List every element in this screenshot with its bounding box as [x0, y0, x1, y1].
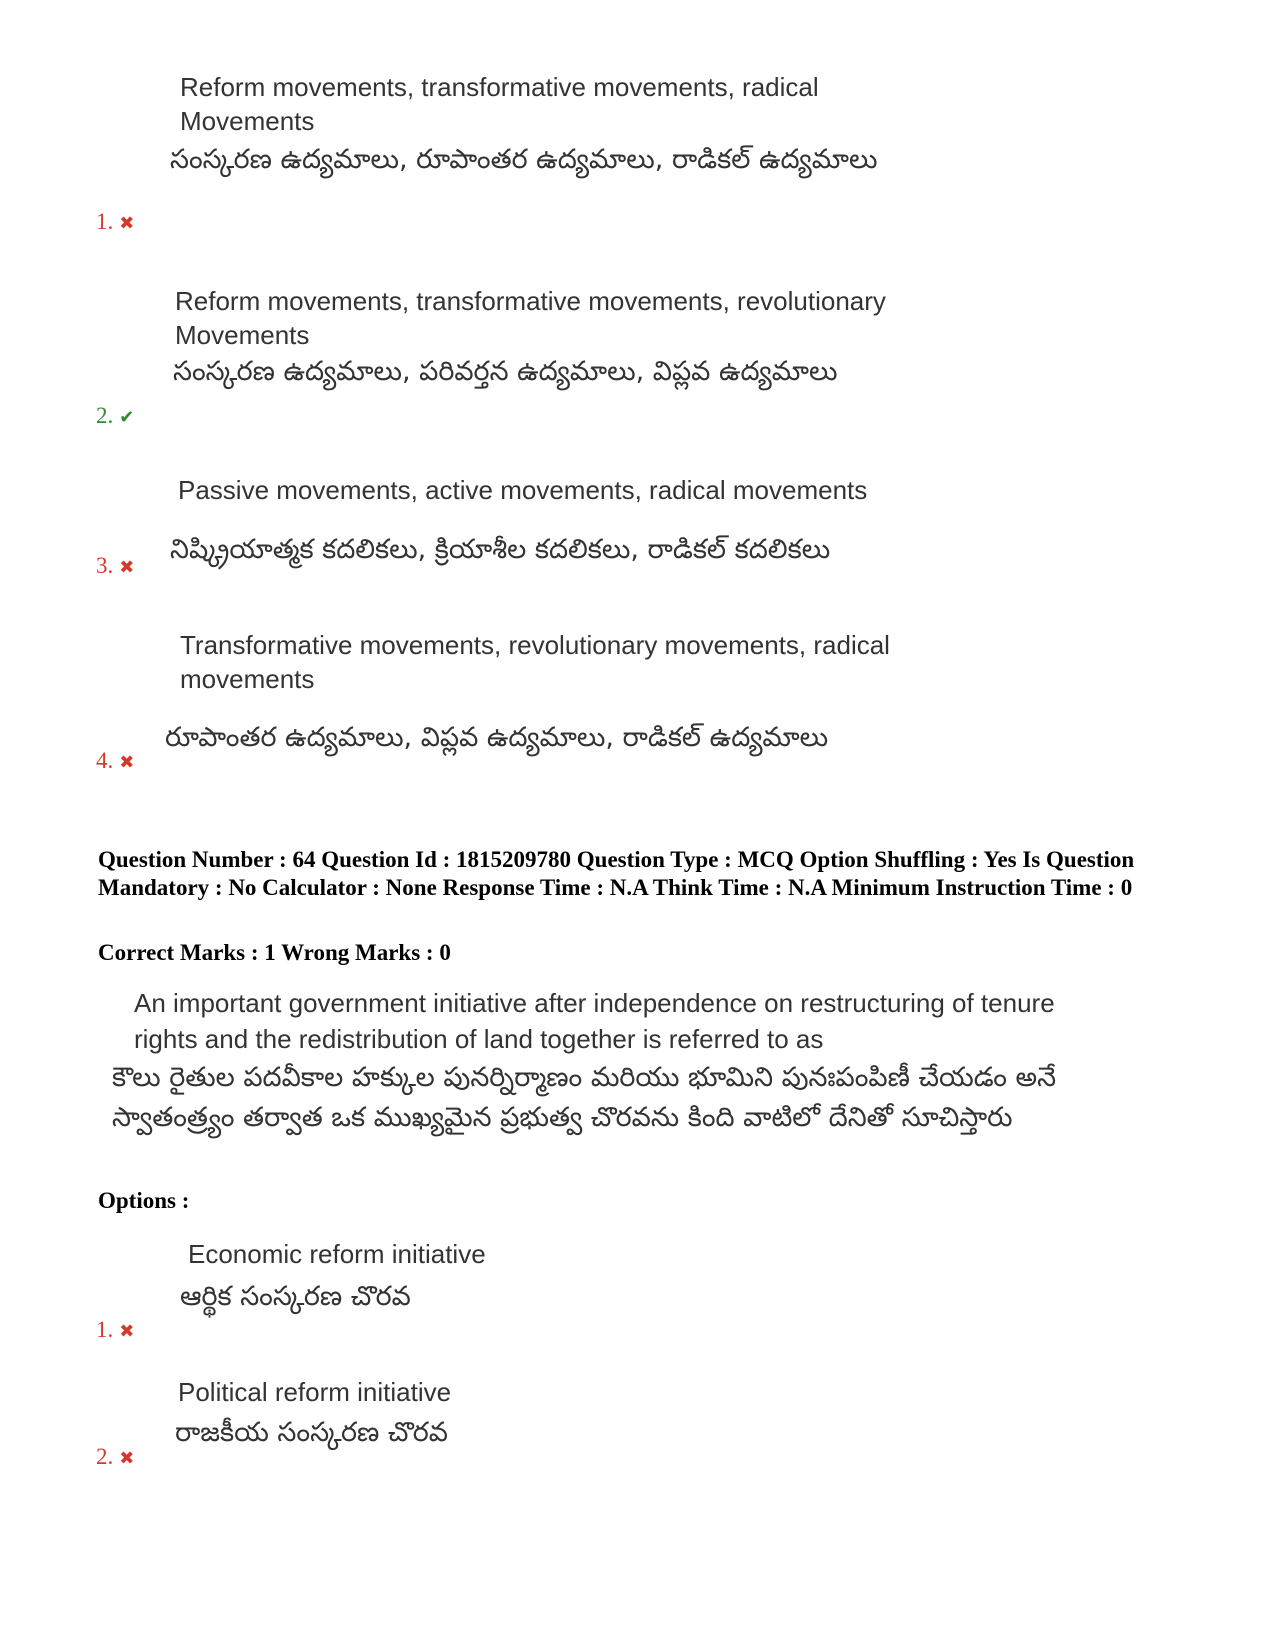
option-text-en: Passive movements, active movements, radical movements [178, 475, 868, 505]
question-meta: Question Number : 64 Question Id : 1815209780 Question Type : MCQ Option Shuffling : Yes Is Question Mandatory : No Calculator : None Response Time : N.A Think Time : N.A Minimum Instruction Time : 0 [98, 847, 1135, 900]
option-text-te: రాజకీయ సంస్కరణ చొరవ [175, 1417, 448, 1448]
question-marks: Correct Marks : 1 Wrong Marks : 0 [98, 940, 451, 965]
question-text-en: An important government initiative after independence on restructuring of tenure rights and the redistribution of land together is referred to as [134, 988, 1055, 1054]
option-text-en: Political reform initiative [178, 1377, 452, 1407]
option-text-te: ఆర్థిక సంస్కరణ చొరవ [180, 1281, 411, 1312]
option-text-te: సంస్కరణ ఉద్యమాలు, పరివర్తన ఉద్యమాలు, విప్లవ ఉద్యమాలు [173, 356, 838, 387]
option-text-en: Transformative movements, revolutionary movements, radical movements [180, 630, 890, 694]
wrong-mark-icon: ✖ [119, 557, 135, 578]
option-number: 4. ✖ [96, 748, 135, 773]
options-label: Options : [98, 1188, 190, 1213]
question-text-te: కౌలు రైతుల పదవీకాల హక్కుల పునర్నిర్మాణం మరియు భూమిని పునఃపంపిణీ చేయడం అనే స్వాతంత్ర్యం తర్వాత ఒక ముఖ్యమైన ప్రభుత్వ చొరవను కింది వాటిలో దేనితో సూచిస్తారు [112, 1062, 1057, 1133]
option-number: 3. ✖ [96, 553, 135, 578]
option-text-en: Reform movements, transformative movements, revolutionary Movements [175, 286, 886, 350]
option-text-te: రూపాంతర ఉద్యమాలు, విప్లవ ఉద్యమాలు, రాడికల్ ఉద్యమాలు [165, 722, 829, 753]
option-text-te: సంస్కరణ ఉద్యమాలు, రూపాంతర ఉద్యమాలు, రాడికల్ ఉద్యమాలు [170, 144, 878, 175]
option-number: 2. ✔ [96, 403, 135, 428]
wrong-mark-icon: ✖ [119, 752, 135, 773]
option-number: 1. ✖ [96, 1317, 135, 1342]
option-number: 2. ✖ [96, 1444, 135, 1469]
wrong-mark-icon: ✖ [119, 1448, 135, 1469]
option-text-te: నిష్క్రియాత్మక కదలికలు, క్రియాశీల కదలికలు, రాడికల్ కదలికలు [170, 534, 831, 565]
wrong-mark-icon: ✖ [119, 1321, 135, 1342]
wrong-mark-icon: ✖ [119, 213, 135, 234]
correct-check-icon: ✔ [119, 407, 135, 428]
option-number: 1. ✖ [96, 209, 135, 234]
option-text-en: Economic reform initiative [188, 1239, 486, 1269]
option-text-en: Reform movements, transformative movements, radical Movements [180, 72, 819, 136]
